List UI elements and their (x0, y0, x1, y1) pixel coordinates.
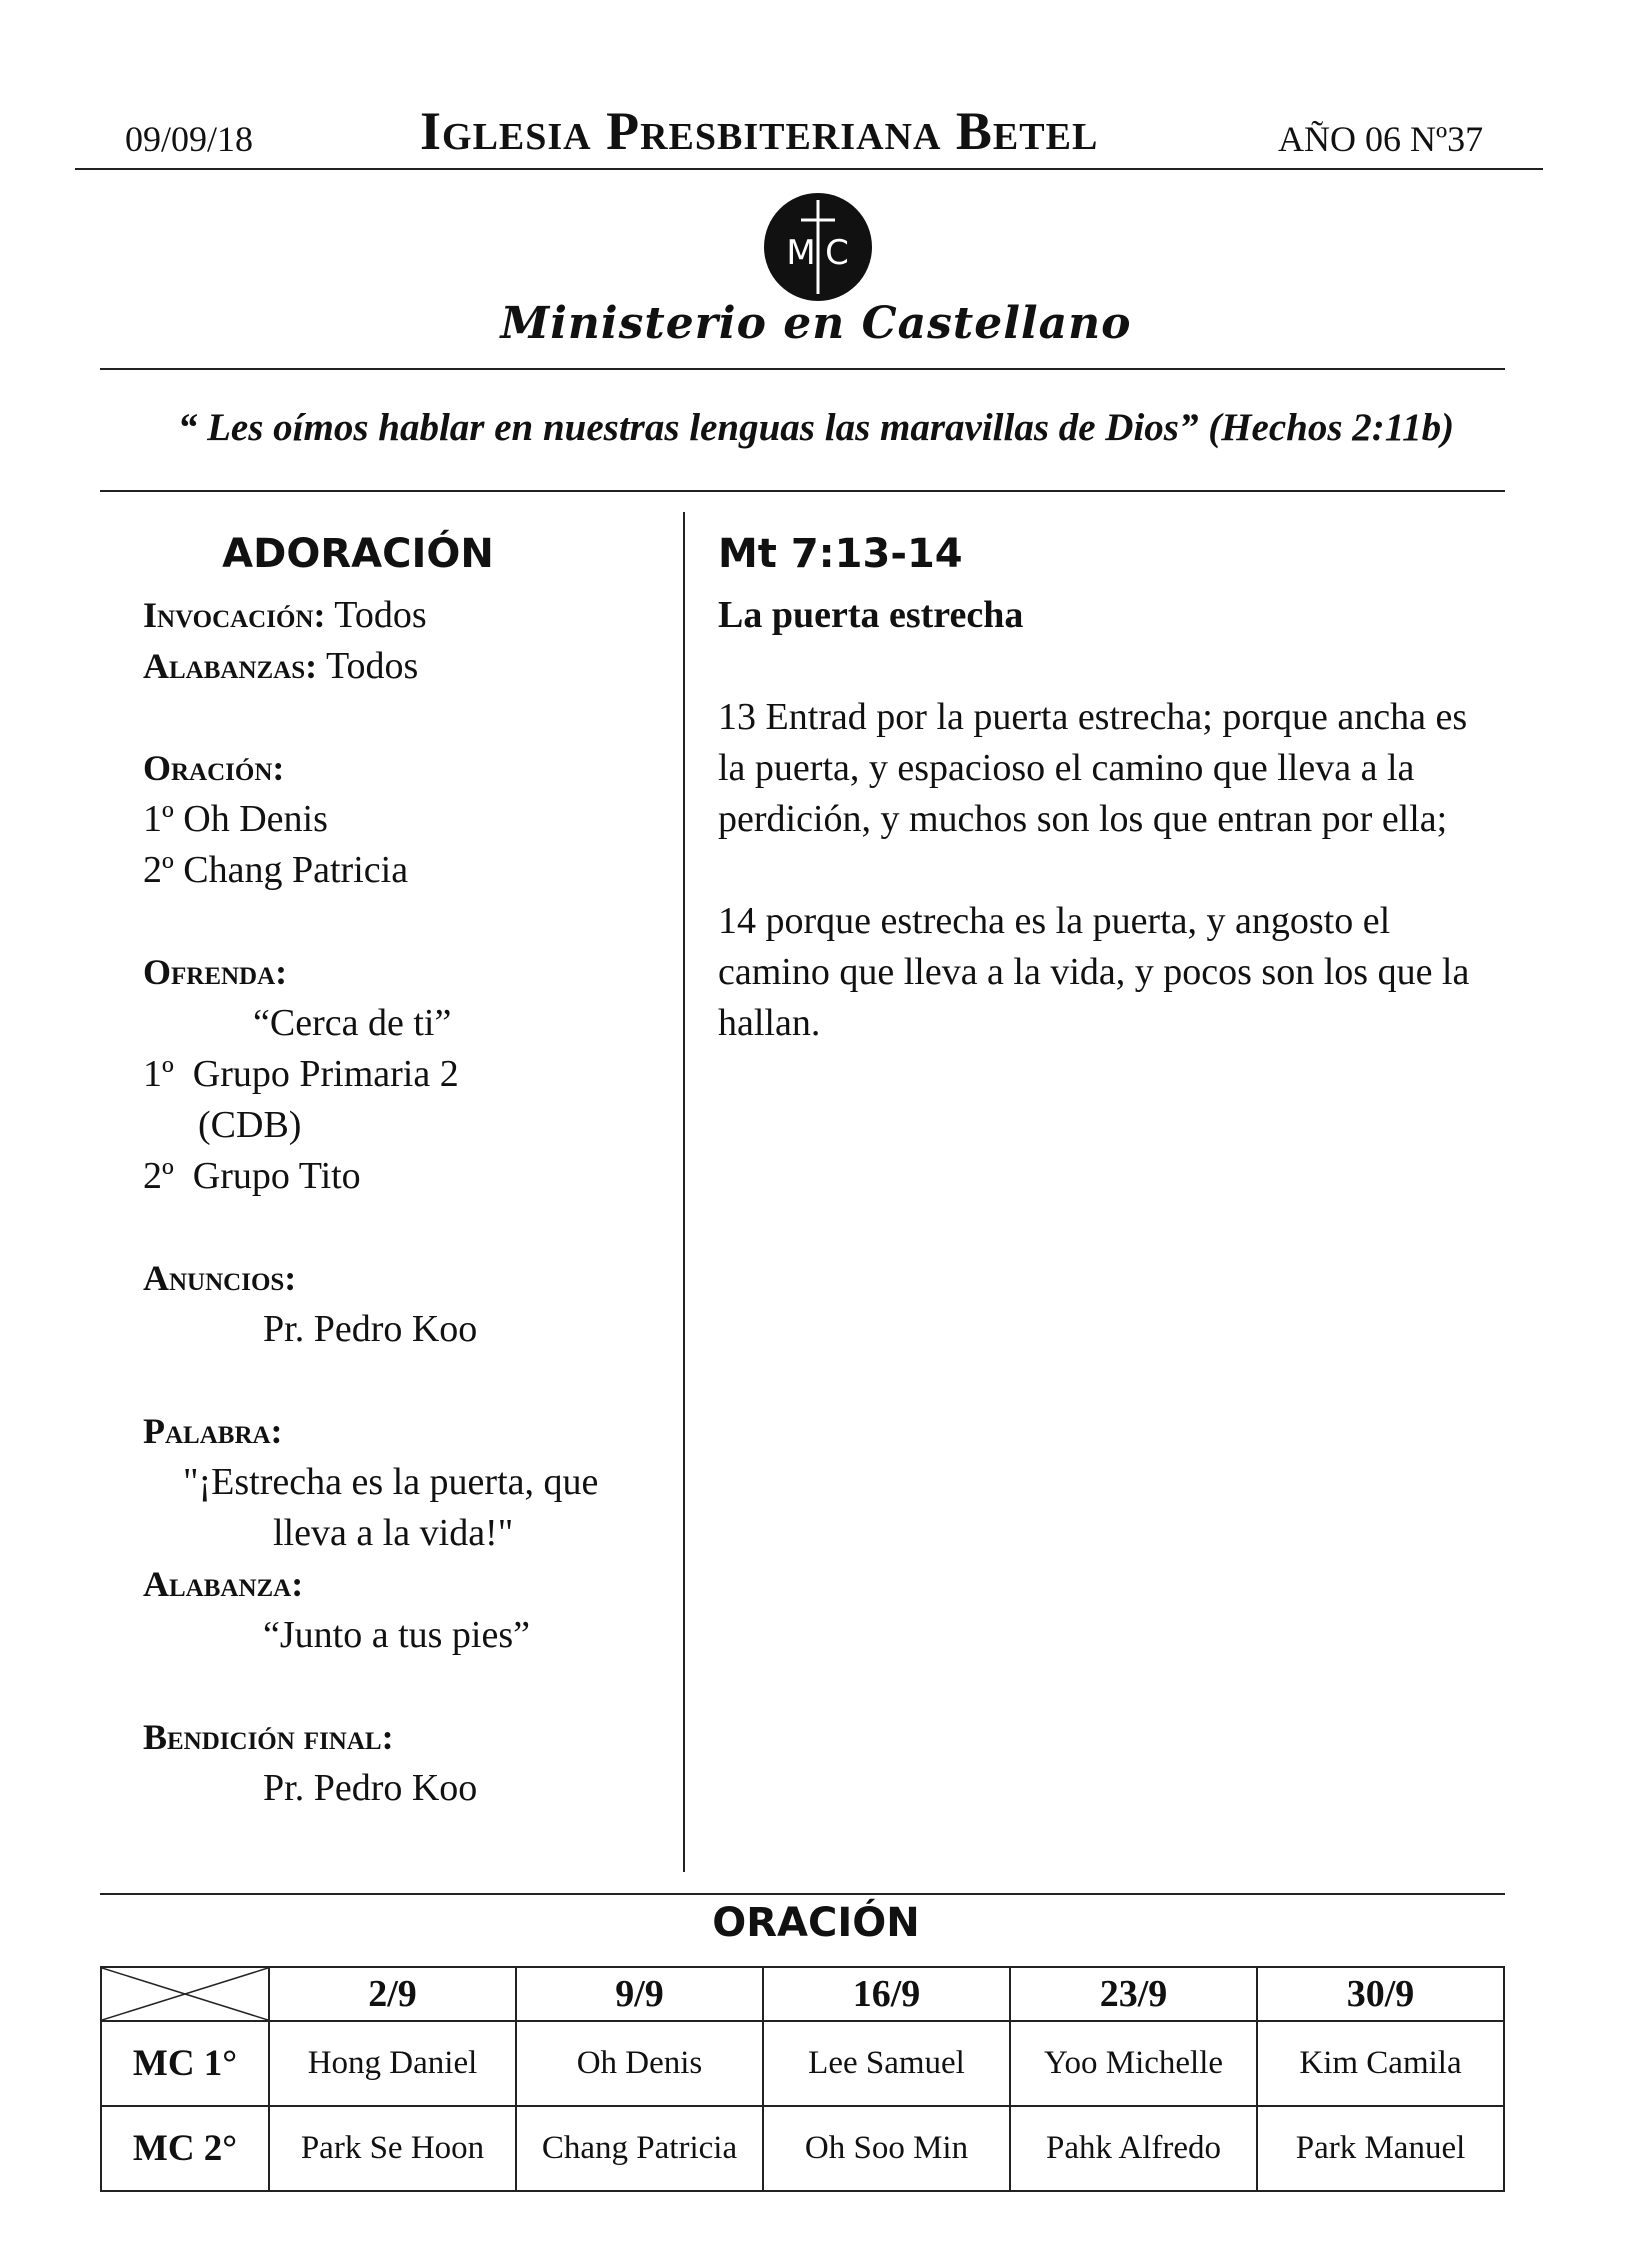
date-header: 9/9 (516, 1967, 763, 2021)
bulletin-date: 09/09/18 (125, 119, 254, 159)
table-cell: Pahk Alfredo (1010, 2106, 1257, 2191)
table-cell: Park Se Hoon (269, 2106, 516, 2191)
divider (100, 490, 1505, 492)
invocation-value: Todos (334, 594, 427, 636)
table-cell: Hong Daniel (269, 2021, 516, 2106)
table-cell: Oh Soo Min (763, 2106, 1010, 2191)
divider (100, 368, 1505, 370)
verse-13: 13 Entrad por la puerta estrecha; porque ancha es la puerta, y espacioso el camino que lleva a la perdición, y muchos son los que entran por ella; (718, 696, 1468, 840)
prayer-label: Oración: (143, 748, 285, 788)
invocation-label: Invocación: (143, 595, 326, 635)
blessing-value: Pr. Pedro Koo (263, 1767, 478, 1809)
table-header-row (101, 1967, 1504, 2021)
table-row (101, 2021, 1504, 2106)
offering-1: 1º Grupo Primaria 2 (143, 1053, 459, 1095)
table-cell: Kim Camila (1257, 2021, 1504, 2106)
column-divider (683, 512, 685, 1872)
issue-number: AÑO 06 Nº37 (1278, 119, 1484, 159)
prayer-schedule-table (100, 1966, 1505, 2192)
announcements-label: Anuncios: (143, 1258, 297, 1298)
corner-cell (101, 1967, 269, 2021)
offering-2: 2º Grupo Tito (143, 1155, 361, 1197)
table-row (101, 2106, 1504, 2191)
mc-logo-icon (763, 192, 873, 302)
praises-value: Todos (325, 645, 419, 687)
prayer-schedule-title: ORACIÓN (712, 1900, 920, 1946)
invocation-line (143, 590, 663, 641)
reading-title: La puerta estrecha (718, 594, 1024, 636)
date-header: 2/9 (269, 1967, 516, 2021)
worship-order (143, 528, 663, 1814)
date-header: 23/9 (1010, 1967, 1257, 2021)
verse-14: 14 porque estrecha es la puerta, y angosto el camino que lleva a la vida, y pocos son los que la hallan. (718, 900, 1470, 1044)
worship-title: ADORACIÓN (222, 531, 494, 577)
diagonal-cross-icon (102, 1968, 268, 2020)
date-header: 16/9 (763, 1967, 1010, 2021)
announcements-value: Pr. Pedro Koo (263, 1308, 478, 1350)
praise-song: “Junto a tus pies” (263, 1614, 531, 1656)
prayer-1: 1º Oh Denis (143, 798, 328, 840)
table-cell: Lee Samuel (763, 2021, 1010, 2106)
sermon-title-line1: "¡Estrecha es la puerta, que (183, 1461, 599, 1503)
offering-label: Ofrenda: (143, 952, 288, 992)
date-header: 30/9 (1257, 1967, 1504, 2021)
theme-verse: “ Les oímos hablar en nuestras lenguas las maravillas de Dios” (Hechos 2:11b) (177, 406, 1455, 449)
prayer-2: 2º Chang Patricia (143, 849, 409, 891)
praise-label: Alabanza: (143, 1564, 304, 1604)
ministry-name: Ministerio en Castellano (500, 298, 1132, 349)
logo-letter-m: M (786, 233, 816, 273)
word-label: Palabra: (143, 1411, 283, 1451)
logo-letter-c: C (825, 233, 849, 273)
header-divider (75, 168, 1543, 170)
table-cell: Oh Denis (516, 2021, 763, 2106)
row-label: MC 1° (101, 2021, 269, 2106)
church-name: Iglesia Presbiteriana Betel (420, 101, 1099, 161)
divider (100, 1893, 1505, 1895)
reading-reference: Mt 7:13-14 (718, 531, 963, 577)
blessing-label: Bendición final: (143, 1717, 394, 1757)
sermon-title-line2: lleva a la vida!" (273, 1512, 514, 1554)
offering-1b: (CDB) (198, 1104, 302, 1146)
praises-label: Alabanzas: (143, 646, 318, 686)
row-label: MC 2° (101, 2106, 269, 2191)
offering-song: “Cerca de ti” (253, 1002, 452, 1044)
table-cell: Park Manuel (1257, 2106, 1504, 2191)
praises-line (143, 641, 663, 692)
table-cell: Chang Patricia (516, 2106, 763, 2191)
scripture-reading (718, 528, 1498, 1049)
table-cell: Yoo Michelle (1010, 2021, 1257, 2106)
